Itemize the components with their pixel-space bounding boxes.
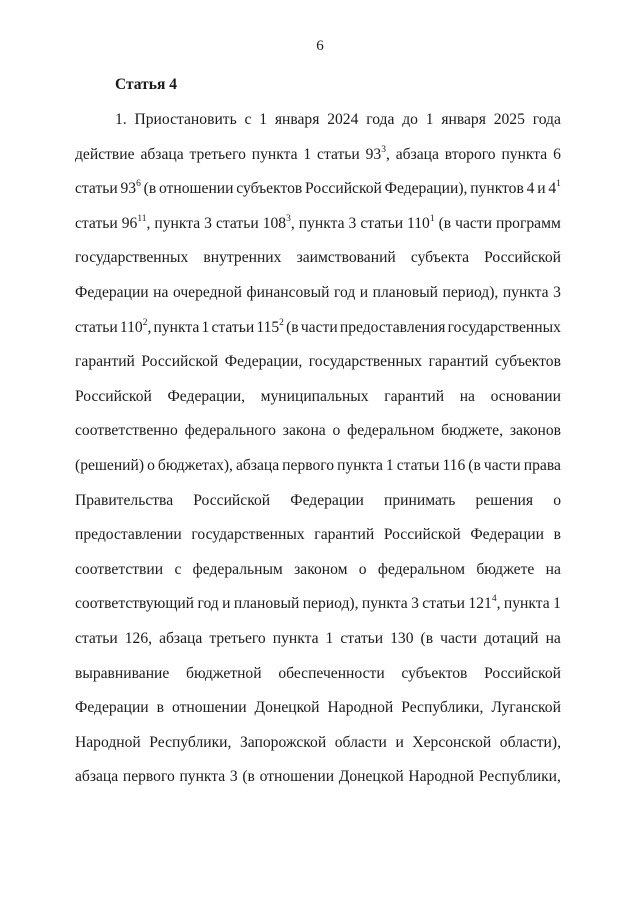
- text-line: соответствии с федеральным законом о федеральном бюджете на: [75, 560, 561, 578]
- text-line: Правительства Российской Федерации принимать решения о: [75, 491, 561, 509]
- text-line: статьи $110^2$, пункта 1 статьи $115^2$ (в части предоставления государственных: [75, 317, 561, 336]
- page-number: 6: [316, 38, 324, 54]
- article-body: [75, 103, 561, 795]
- article-title: Статья 4: [115, 76, 177, 93]
- text-line: государственных внутренних заимствований субъекта Российской: [75, 249, 561, 267]
- text-line: 1. Приостановить с 1 января 2024 года до 1 января 2025 года: [115, 111, 561, 128]
- text-line: Федерации в отношении Донецкой Народной Республики, Луганской: [75, 699, 561, 717]
- text-line: (решений) о бюджетах), абзаца первого пункта 1 статьи 116 (в части права: [75, 456, 561, 474]
- text-line: предоставлении государственных гарантий Российской Федерации в: [75, 526, 561, 544]
- text-line: статьи $93^6$ (в отношении субъектов Российской Федерации), пунктов 4 и $4^1$: [75, 179, 561, 198]
- text-line: Федерации на очередной финансовый год и плановый период), пункта 3: [75, 283, 561, 301]
- text-line: выравнивание бюджетной обеспеченности субъектов Российской: [75, 664, 561, 682]
- text-line: статьи $96^{11}$, пункта 3 статьи $108^3$, пункта 3 статьи $110^1$ (в части программ: [75, 213, 561, 232]
- text-line: статьи 126, абзаца третьего пункта 1 статьи 130 (в части дотаций на: [75, 629, 561, 647]
- text-line: гарантий Российской Федерации, государственных гарантий субъектов: [75, 353, 561, 371]
- text-line: абзаца первого пункта 3 (в отношении Донецкой Народной Республики,: [75, 768, 561, 786]
- text-line: соответствующий год и плановый период), пункта 3 статьи $121^4$, пункта 1: [75, 594, 561, 613]
- text-line: Народной Республики, Запорожской области и Херсонской области),: [75, 733, 561, 751]
- text-line: действие абзаца третьего пункта 1 статьи $93^3$, абзаца второго пункта 6: [75, 144, 561, 163]
- text-line: Российской Федерации, муниципальных гарантий на основании: [75, 387, 561, 405]
- text-line: соответственно федерального закона о федеральном бюджете, законов: [75, 422, 561, 440]
